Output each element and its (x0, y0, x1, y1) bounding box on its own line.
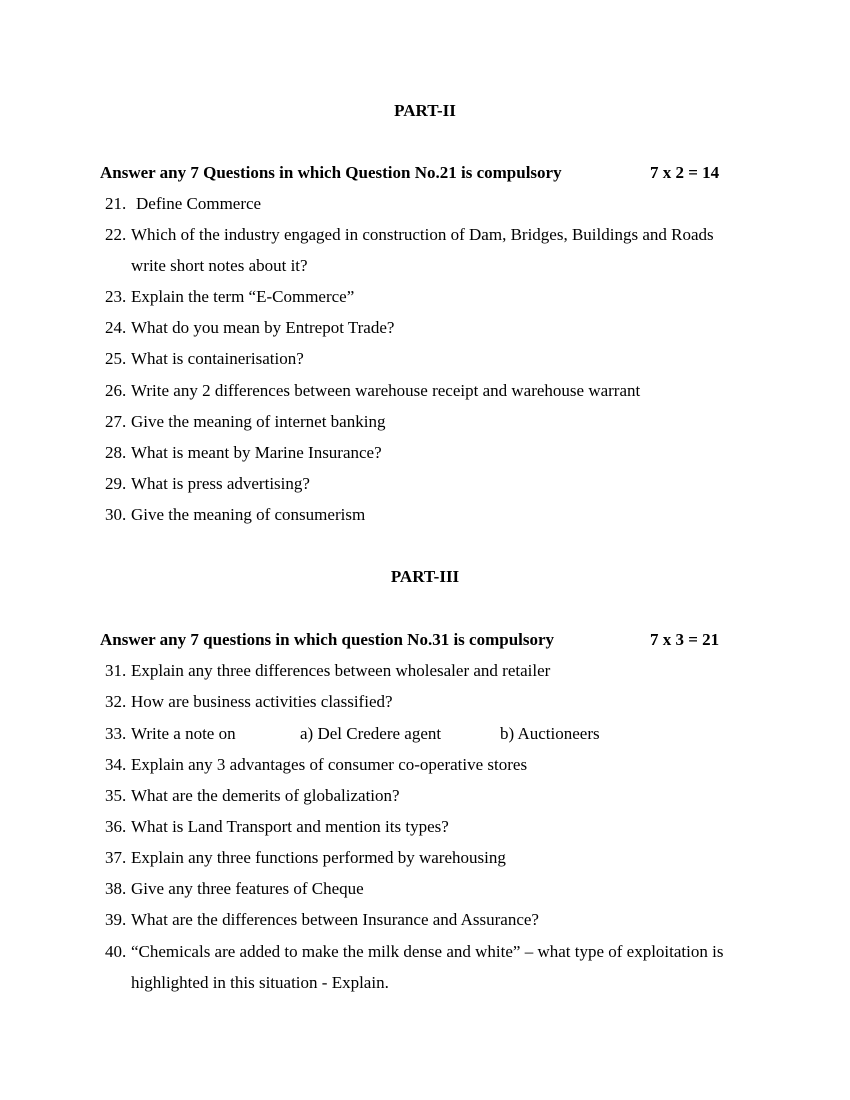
question-number: 29. (105, 474, 127, 493)
question-text: What is Land Transport and mention its types? (131, 817, 449, 836)
question-40 (0, 942, 850, 966)
question-40-continuation: highlighted in this situation - Explain. (131, 973, 389, 992)
question-39 (0, 910, 850, 934)
question-21 (0, 194, 850, 218)
question-number: 35. (105, 786, 127, 805)
question-number: 33. (105, 724, 127, 743)
question-text: “Chemicals are added to make the milk dense and white” – what type of exploitation is (131, 942, 724, 961)
part-3-instruction: Answer any 7 questions in which question No.31 is compulsory (100, 630, 555, 649)
part-3-title: PART-III (390, 567, 460, 586)
question-text: Give any three features of Cheque (131, 879, 364, 898)
question-text: What do you mean by Entrepot Trade? (131, 318, 395, 337)
question-32 (0, 692, 850, 716)
part-2-marks: 7 x 2 = 14 (650, 163, 720, 182)
question-text: Explain any three differences between wholesaler and retailer (131, 661, 551, 680)
question-27 (0, 412, 850, 436)
question-number: 40. (105, 942, 127, 961)
question-number: 21. (105, 194, 127, 213)
question-number: 34. (105, 755, 127, 774)
question-text: Give the meaning of consumerism (131, 505, 366, 524)
question-35 (0, 786, 850, 810)
question-number: 39. (105, 910, 127, 929)
question-text: What is press advertising? (131, 474, 310, 493)
question-33-option-b: b) Auctioneers (500, 724, 600, 743)
question-text: What are the demerits of globalization? (131, 786, 400, 805)
question-22 (0, 225, 850, 249)
question-text: How are business activities classified? (131, 692, 393, 711)
question-33 (0, 724, 850, 748)
question-text: Define Commerce (136, 194, 262, 213)
question-34 (0, 755, 850, 779)
question-number: 32. (105, 692, 127, 711)
question-31 (0, 661, 850, 685)
question-text: What are the differences between Insurance and Assurance? (131, 910, 539, 929)
question-26 (0, 381, 850, 405)
question-28 (0, 443, 850, 467)
question-number: 30. (105, 505, 127, 524)
question-number: 23. (105, 287, 127, 306)
question-number: 24. (105, 318, 127, 337)
question-number: 27. (105, 412, 127, 431)
question-number: 38. (105, 879, 127, 898)
question-text: Write any 2 differences between warehouse receipt and warehouse warrant (131, 381, 641, 400)
question-number: 28. (105, 443, 127, 462)
part-2-title: PART-II (394, 101, 456, 120)
question-text: Write a note on (131, 724, 236, 743)
question-29 (0, 474, 850, 498)
question-number: 31. (105, 661, 127, 680)
question-25 (0, 349, 850, 373)
question-number: 36. (105, 817, 127, 836)
question-22-continuation: write short notes about it? (131, 256, 308, 275)
question-text: Explain any 3 advantages of consumer co-operative stores (131, 755, 528, 774)
question-number: 37. (105, 848, 127, 867)
question-36 (0, 817, 850, 841)
question-37 (0, 848, 850, 872)
question-24 (0, 318, 850, 342)
question-text: What is containerisation? (131, 349, 304, 368)
question-23 (0, 287, 850, 311)
question-33-option-a: a) Del Credere agent (300, 724, 442, 743)
question-text: Explain the term “E-Commerce” (131, 287, 355, 306)
question-text: Which of the industry engaged in construction of Dam, Bridges, Buildings and Roads (131, 225, 714, 244)
question-number: 22. (105, 225, 127, 244)
question-text: Give the meaning of internet banking (131, 412, 386, 431)
part-2-instruction: Answer any 7 Questions in which Question No.21 is compulsory (100, 163, 562, 182)
question-30 (0, 505, 850, 529)
question-number: 25. (105, 349, 127, 368)
question-text: What is meant by Marine Insurance? (131, 443, 382, 462)
part-3-marks: 7 x 3 = 21 (650, 630, 720, 649)
question-number: 26. (105, 381, 127, 400)
question-text: Explain any three functions performed by warehousing (131, 848, 506, 867)
question-38 (0, 879, 850, 903)
